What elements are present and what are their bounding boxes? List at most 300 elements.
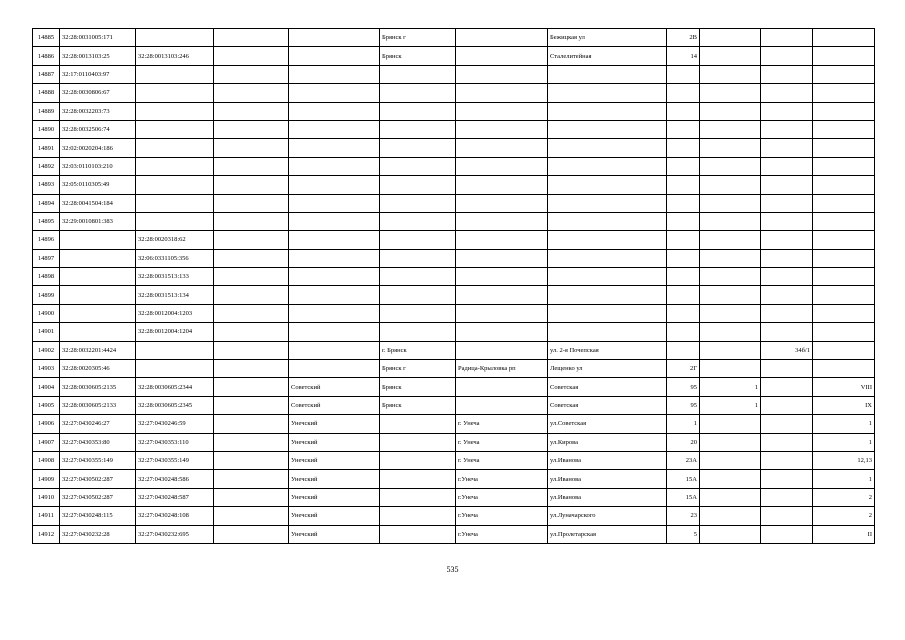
apartment-alt-cell	[761, 157, 813, 175]
cadastral-number-cell: 32:27:0430502:287	[60, 470, 136, 488]
district-cell	[289, 176, 380, 194]
building-cell	[700, 507, 761, 525]
apartment-alt-cell	[761, 323, 813, 341]
house-number-cell	[667, 176, 700, 194]
district-cell	[289, 212, 380, 230]
house-number-cell: 95	[667, 378, 700, 396]
cadastral-number-2-cell	[136, 360, 214, 378]
apartment-cell: 1	[813, 433, 875, 451]
apartment-cell	[813, 341, 875, 359]
apartment-cell	[813, 120, 875, 138]
row-number-cell: 14910	[33, 488, 60, 506]
cadastral-number-2-cell	[136, 194, 214, 212]
cadastral-number-2-cell: 32:27:0430248:587	[136, 488, 214, 506]
building-cell	[700, 341, 761, 359]
cadastral-number-2-cell	[136, 157, 214, 175]
cadastral-number-cell: 32:28:0032201:4424	[60, 341, 136, 359]
table-row	[33, 102, 875, 120]
table-row	[33, 507, 875, 525]
house-number-cell: 20	[667, 433, 700, 451]
apartment-alt-cell	[761, 396, 813, 414]
settlement-cell	[456, 212, 548, 230]
table-row	[33, 157, 875, 175]
settlement-cell	[456, 286, 548, 304]
street-cell: ул.Иванова	[548, 470, 667, 488]
building-cell	[700, 249, 761, 267]
city-cell: г. Брянск	[380, 341, 456, 359]
table-row	[33, 360, 875, 378]
apartment-cell: IX	[813, 396, 875, 414]
street-cell	[548, 231, 667, 249]
house-number-cell: 23А	[667, 451, 700, 469]
table-row	[33, 304, 875, 322]
cadastral-number-cell: 32:28:0041504:184	[60, 194, 136, 212]
apartment-cell	[813, 231, 875, 249]
cadastral-number-2-cell	[136, 102, 214, 120]
building-cell	[700, 470, 761, 488]
table-row	[33, 249, 875, 267]
street-cell: Советская	[548, 396, 667, 414]
city-cell	[380, 65, 456, 83]
settlement-cell: Радица-Крыловка рп	[456, 360, 548, 378]
settlement-cell: г.Унеча	[456, 507, 548, 525]
empty-cell-cell	[214, 470, 289, 488]
building-cell	[700, 47, 761, 65]
building-cell	[700, 433, 761, 451]
building-cell	[700, 488, 761, 506]
district-cell	[289, 157, 380, 175]
district-cell	[289, 139, 380, 157]
cadastral-number-cell: 32:05:0110305:49	[60, 176, 136, 194]
table-row	[33, 29, 875, 47]
settlement-cell	[456, 47, 548, 65]
empty-cell-cell	[214, 139, 289, 157]
row-number-cell: 14892	[33, 157, 60, 175]
settlement-cell: г. Унеча	[456, 451, 548, 469]
settlement-cell	[456, 341, 548, 359]
apartment-cell: 12,13	[813, 451, 875, 469]
house-number-cell	[667, 212, 700, 230]
empty-cell-cell	[214, 157, 289, 175]
apartment-cell	[813, 29, 875, 47]
apartment-cell	[813, 65, 875, 83]
apartment-alt-cell	[761, 29, 813, 47]
settlement-cell	[456, 102, 548, 120]
table-row	[33, 120, 875, 138]
city-cell	[380, 268, 456, 286]
row-number-cell: 14886	[33, 47, 60, 65]
cadastral-number-2-cell: 32:27:0430355:149	[136, 451, 214, 469]
empty-cell-cell	[214, 451, 289, 469]
apartment-cell	[813, 268, 875, 286]
house-number-cell: 15А	[667, 470, 700, 488]
apartment-cell	[813, 323, 875, 341]
empty-cell-cell	[214, 120, 289, 138]
district-cell: Советский	[289, 396, 380, 414]
apartment-alt-cell	[761, 65, 813, 83]
row-number-cell: 14907	[33, 433, 60, 451]
building-cell	[700, 65, 761, 83]
district-cell	[289, 323, 380, 341]
district-cell	[289, 231, 380, 249]
house-number-cell	[667, 102, 700, 120]
table-row	[33, 488, 875, 506]
settlement-cell	[456, 176, 548, 194]
table-row	[33, 176, 875, 194]
cadastral-number-cell: 32:28:0032506:74	[60, 120, 136, 138]
street-cell: ул.Пролетарская	[548, 525, 667, 543]
city-cell	[380, 176, 456, 194]
table-row	[33, 231, 875, 249]
apartment-cell: VIII	[813, 378, 875, 396]
street-cell	[548, 157, 667, 175]
cadastral-number-2-cell	[136, 84, 214, 102]
settlement-cell: г. Унеча	[456, 415, 548, 433]
empty-cell-cell	[214, 488, 289, 506]
street-cell: ул.Кирова	[548, 433, 667, 451]
city-cell	[380, 415, 456, 433]
row-number-cell: 14894	[33, 194, 60, 212]
row-number-cell: 14890	[33, 120, 60, 138]
house-number-cell	[667, 194, 700, 212]
row-number-cell: 14898	[33, 268, 60, 286]
apartment-cell	[813, 360, 875, 378]
house-number-cell	[667, 139, 700, 157]
apartment-alt-cell	[761, 470, 813, 488]
settlement-cell	[456, 84, 548, 102]
settlement-cell	[456, 65, 548, 83]
empty-cell-cell	[214, 176, 289, 194]
settlement-cell	[456, 304, 548, 322]
apartment-alt-cell	[761, 47, 813, 65]
empty-cell-cell	[214, 194, 289, 212]
empty-cell-cell	[214, 433, 289, 451]
house-number-cell: 1	[667, 415, 700, 433]
house-number-cell: 2Г	[667, 360, 700, 378]
row-number-cell: 14909	[33, 470, 60, 488]
city-cell	[380, 433, 456, 451]
street-cell: ул. 2-я Почепская	[548, 341, 667, 359]
empty-cell-cell	[214, 323, 289, 341]
district-cell	[289, 29, 380, 47]
district-cell: Унечский	[289, 415, 380, 433]
apartment-alt-cell	[761, 194, 813, 212]
building-cell	[700, 286, 761, 304]
cadastral-number-2-cell	[136, 65, 214, 83]
row-number-cell: 14902	[33, 341, 60, 359]
apartment-alt-cell	[761, 378, 813, 396]
city-cell	[380, 102, 456, 120]
row-number-cell: 14906	[33, 415, 60, 433]
empty-cell-cell	[214, 249, 289, 267]
cadastral-number-cell: 32:28:0020305:46	[60, 360, 136, 378]
apartment-cell: 1	[813, 415, 875, 433]
apartment-cell	[813, 176, 875, 194]
apartment-alt-cell: 34б/1	[761, 341, 813, 359]
empty-cell-cell	[214, 231, 289, 249]
apartment-cell: 1	[813, 470, 875, 488]
house-number-cell: 23	[667, 507, 700, 525]
building-cell	[700, 157, 761, 175]
table-row	[33, 84, 875, 102]
house-number-cell	[667, 268, 700, 286]
row-number-cell: 14912	[33, 525, 60, 543]
city-cell	[380, 507, 456, 525]
table-row	[33, 65, 875, 83]
empty-cell-cell	[214, 102, 289, 120]
settlement-cell	[456, 157, 548, 175]
district-cell	[289, 268, 380, 286]
empty-cell-cell	[214, 396, 289, 414]
settlement-cell	[456, 396, 548, 414]
table-row	[33, 451, 875, 469]
registry-table	[32, 28, 875, 544]
city-cell	[380, 84, 456, 102]
cadastral-number-2-cell	[136, 212, 214, 230]
district-cell	[289, 286, 380, 304]
apartment-alt-cell	[761, 120, 813, 138]
row-number-cell: 14897	[33, 249, 60, 267]
district-cell	[289, 249, 380, 267]
building-cell	[700, 304, 761, 322]
street-cell	[548, 139, 667, 157]
empty-cell-cell	[214, 360, 289, 378]
building-cell	[700, 268, 761, 286]
street-cell	[548, 212, 667, 230]
settlement-cell	[456, 29, 548, 47]
building-cell	[700, 360, 761, 378]
street-cell	[548, 65, 667, 83]
building-cell	[700, 120, 761, 138]
apartment-cell: 2	[813, 488, 875, 506]
apartment-cell	[813, 286, 875, 304]
city-cell	[380, 323, 456, 341]
cadastral-number-2-cell: 32:28:0030605:2344	[136, 378, 214, 396]
street-cell	[548, 286, 667, 304]
building-cell	[700, 176, 761, 194]
district-cell	[289, 65, 380, 83]
cadastral-number-cell: 32:29:0010801:383	[60, 212, 136, 230]
cadastral-number-cell	[60, 323, 136, 341]
building-cell	[700, 29, 761, 47]
district-cell	[289, 341, 380, 359]
street-cell	[548, 120, 667, 138]
apartment-cell	[813, 102, 875, 120]
building-cell	[700, 231, 761, 249]
cadastral-number-cell: 32:27:0430353:80	[60, 433, 136, 451]
city-cell	[380, 194, 456, 212]
row-number-cell: 14901	[33, 323, 60, 341]
settlement-cell	[456, 231, 548, 249]
house-number-cell	[667, 286, 700, 304]
apartment-cell	[813, 157, 875, 175]
table-row	[33, 194, 875, 212]
cadastral-number-cell: 32:27:0430232:28	[60, 525, 136, 543]
cadastral-number-2-cell: 32:27:0430248:108	[136, 507, 214, 525]
table-row	[33, 470, 875, 488]
table-row	[33, 396, 875, 414]
row-number-cell: 14885	[33, 29, 60, 47]
house-number-cell	[667, 231, 700, 249]
empty-cell-cell	[214, 29, 289, 47]
city-cell: Брянск	[380, 378, 456, 396]
empty-cell-cell	[214, 212, 289, 230]
apartment-alt-cell	[761, 212, 813, 230]
city-cell	[380, 304, 456, 322]
apartment-alt-cell	[761, 139, 813, 157]
settlement-cell	[456, 378, 548, 396]
cadastral-number-cell	[60, 268, 136, 286]
building-cell	[700, 451, 761, 469]
house-number-cell: 5	[667, 525, 700, 543]
street-cell	[548, 84, 667, 102]
table-row	[33, 341, 875, 359]
street-cell	[548, 102, 667, 120]
apartment-alt-cell	[761, 507, 813, 525]
cadastral-number-2-cell: 32:28:0013103:246	[136, 47, 214, 65]
district-cell: Советский	[289, 378, 380, 396]
cadastral-number-2-cell: 32:28:0012004:1204	[136, 323, 214, 341]
cadastral-number-2-cell: 32:28:0030605:2345	[136, 396, 214, 414]
building-cell	[700, 139, 761, 157]
street-cell: Советская	[548, 378, 667, 396]
table-row	[33, 268, 875, 286]
street-cell: ул.Иванова	[548, 451, 667, 469]
district-cell	[289, 194, 380, 212]
building-cell	[700, 415, 761, 433]
street-cell	[548, 268, 667, 286]
row-number-cell: 14891	[33, 139, 60, 157]
apartment-alt-cell	[761, 84, 813, 102]
house-number-cell	[667, 341, 700, 359]
house-number-cell	[667, 249, 700, 267]
street-cell	[548, 194, 667, 212]
city-cell	[380, 157, 456, 175]
apartment-alt-cell	[761, 231, 813, 249]
city-cell	[380, 249, 456, 267]
row-number-cell: 14896	[33, 231, 60, 249]
empty-cell-cell	[214, 304, 289, 322]
row-number-cell: 14888	[33, 84, 60, 102]
cadastral-number-2-cell: 32:28:0012004:1203	[136, 304, 214, 322]
building-cell	[700, 212, 761, 230]
table-row	[33, 212, 875, 230]
empty-cell-cell	[214, 65, 289, 83]
cadastral-number-cell: 32:28:0030806:67	[60, 84, 136, 102]
street-cell	[548, 176, 667, 194]
settlement-cell: г.Унеча	[456, 488, 548, 506]
table-row	[33, 286, 875, 304]
street-cell: Бежицкая ул	[548, 29, 667, 47]
district-cell	[289, 360, 380, 378]
table-row	[33, 378, 875, 396]
street-cell	[548, 304, 667, 322]
district-cell: Унечский	[289, 433, 380, 451]
cadastral-number-cell	[60, 286, 136, 304]
page-number: 535	[446, 565, 459, 574]
row-number-cell: 14889	[33, 102, 60, 120]
apartment-alt-cell	[761, 525, 813, 543]
city-cell: Брянск г	[380, 29, 456, 47]
cadastral-number-cell: 32:03:0110103:210	[60, 157, 136, 175]
settlement-cell	[456, 249, 548, 267]
row-number-cell: 14903	[33, 360, 60, 378]
row-number-cell: 14900	[33, 304, 60, 322]
apartment-cell	[813, 304, 875, 322]
house-number-cell: 95	[667, 396, 700, 414]
district-cell: Унечский	[289, 507, 380, 525]
cadastral-number-2-cell	[136, 120, 214, 138]
house-number-cell: 2В	[667, 29, 700, 47]
empty-cell-cell	[214, 415, 289, 433]
street-cell: ул.Луначарского	[548, 507, 667, 525]
cadastral-number-cell: 32:27:0430355:149	[60, 451, 136, 469]
cadastral-number-cell: 32:17:0110403:97	[60, 65, 136, 83]
apartment-alt-cell	[761, 360, 813, 378]
cadastral-number-2-cell	[136, 29, 214, 47]
building-cell	[700, 84, 761, 102]
cadastral-number-2-cell: 32:28:0020318:62	[136, 231, 214, 249]
empty-cell-cell	[214, 507, 289, 525]
city-cell	[380, 231, 456, 249]
row-number-cell: 14899	[33, 286, 60, 304]
apartment-cell	[813, 84, 875, 102]
apartment-cell: II	[813, 525, 875, 543]
city-cell: Брянск	[380, 396, 456, 414]
city-cell: Брянск	[380, 47, 456, 65]
building-cell: 1	[700, 396, 761, 414]
cadastral-number-cell	[60, 304, 136, 322]
street-cell	[548, 323, 667, 341]
building-cell	[700, 525, 761, 543]
apartment-cell	[813, 194, 875, 212]
row-number-cell: 14887	[33, 65, 60, 83]
cadastral-number-2-cell: 32:28:0031513:133	[136, 268, 214, 286]
city-cell	[380, 120, 456, 138]
settlement-cell	[456, 323, 548, 341]
cadastral-number-2-cell	[136, 341, 214, 359]
apartment-alt-cell	[761, 304, 813, 322]
empty-cell-cell	[214, 47, 289, 65]
cadastral-number-cell: 32:28:0031005:171	[60, 29, 136, 47]
cadastral-number-2-cell	[136, 176, 214, 194]
settlement-cell: г.Унеча	[456, 470, 548, 488]
house-number-cell	[667, 304, 700, 322]
apartment-alt-cell	[761, 268, 813, 286]
table-row	[33, 139, 875, 157]
empty-cell-cell	[214, 525, 289, 543]
cadastral-number-cell: 32:27:0430502:287	[60, 488, 136, 506]
district-cell: Унечский	[289, 451, 380, 469]
cadastral-number-cell: 32:02:0020204:186	[60, 139, 136, 157]
city-cell	[380, 451, 456, 469]
district-cell	[289, 304, 380, 322]
table-row	[33, 415, 875, 433]
row-number-cell: 14911	[33, 507, 60, 525]
apartment-cell	[813, 249, 875, 267]
city-cell	[380, 212, 456, 230]
cadastral-number-cell: 32:27:0430246:27	[60, 415, 136, 433]
settlement-cell	[456, 268, 548, 286]
apartment-alt-cell	[761, 415, 813, 433]
cadastral-number-cell: 32:28:0030605:2135	[60, 378, 136, 396]
row-number-cell: 14908	[33, 451, 60, 469]
cadastral-number-cell	[60, 249, 136, 267]
settlement-cell: г. Унеча	[456, 433, 548, 451]
building-cell	[700, 194, 761, 212]
house-number-cell	[667, 84, 700, 102]
district-cell: Унечский	[289, 470, 380, 488]
